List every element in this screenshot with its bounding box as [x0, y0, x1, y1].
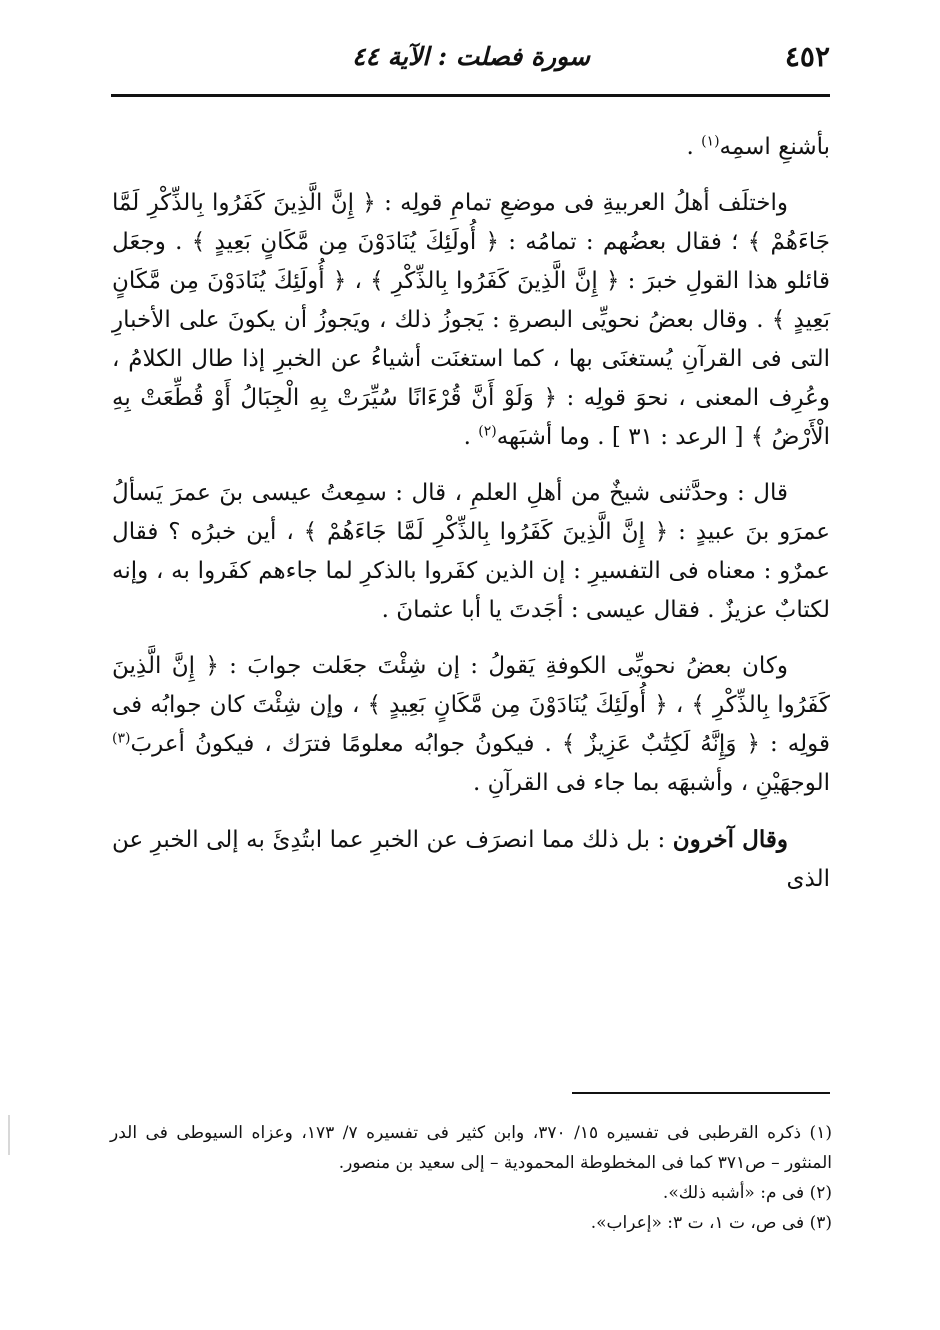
- page-number: ٤٥٢: [784, 40, 830, 73]
- paragraph-1-end: .: [686, 134, 702, 160]
- header-rule: [111, 94, 830, 97]
- footnotes: [110, 1118, 832, 1238]
- footnote-ref-3: (٣): [112, 730, 131, 747]
- footnote-1: (١) ذكره القرطبى فى تفسيره ١٥/ ٣٧٠، وابن كثير فى تفسيره ٧/ ١٧٣، وعزاه السيوطى فى الدر المنثور – ص٣٧١ كما فى المخطوطة المحمودية – إلى سعيد بن منصور.: [110, 1123, 832, 1173]
- paragraph-2-text: واختلَف أهلُ العربيةِ فى موضعِ تمامِ قولِه : ﴿ إِنَّ الَّذِينَ كَفَرُوا بِالذِّكْرِ لَمَّا جَاءَهُمْ ﴾ ؛ فقال بعضُهم : تمامُه : ﴿ أُولَئِكَ يُنَادَوْنَ مِن مَّكَانٍ بَعِيدٍ ﴾ . وجعَل قائلو هذا القولِ خبرَ : ﴿ إِنَّ الَّذِينَ كَفَرُوا بِالذِّكْرِ ﴾ ، ﴿ أُولَئِكَ يُنَادَوْنَ مِن مَّكَانٍ بَعِيدٍ ﴾ . وقال بعضُ نحويِّى البصرةِ : يَجوزُ ذلك ، ويَجوزُ أن يكونَ على الأخبارِ التى فى القرآنِ يُستغنَى بها ، كما استغنَت أشياءُ عن الخبرِ إذا طال الكلامُ ، وعُرِف المعنى ، نحوَ قولِه : ﴿ وَلَوْ أَنَّ قُرْءَانًا سُيِّرَتْ بِهِ الْجِبَالُ أَوْ قُطِّعَتْ بِهِ الْأَرْضُ ﴾ [ الرعد : ٣١ ] . وما أشبَهه: [112, 190, 830, 450]
- footnote-ref-2: (٢): [478, 423, 497, 440]
- paragraph-3-text: قال : وحدَّثنى شيخٌ من أهلِ العلمِ ، قال : سمِعتُ عيسى بنَ عمرَ يَسألُ عمرَو بنَ عبيدٍ : ﴿ إِنَّ الَّذِينَ كَفَرُوا بِالذِّكْرِ لَمَّا جَاءَهُمْ ﴾ ، أين خبرُه ؟ فقال عمرٌو : معناه فى التفسيرِ : إن الذين كفَروا بالذكرِ لما جاءهم كفَروا به ، وإنه لكتابٌ عزيزٌ . فقال عيسى : أجَدتَ يا أبا عثمانَ .: [112, 480, 830, 623]
- paragraph-2-end: .: [463, 424, 479, 450]
- running-title: سورة فصلت : الآية ٤٤: [352, 42, 590, 71]
- paragraph-1-text: بأشنعِ اسمِه: [719, 134, 830, 160]
- footnote-3: (٣) فى ص، ت ١، ت ٣: «إعراب».: [590, 1213, 832, 1233]
- paragraph-5-text: : بل ذلك مما انصرَف عن الخبرِ عما ابتُدِئَ به إلى الخبرِ عن الذى: [112, 827, 830, 892]
- scan-margin-mark: [8, 1115, 10, 1155]
- paragraph-5-lead: وقال آخرون: [672, 826, 788, 853]
- main-text: [112, 128, 830, 916]
- footnote-rule: [572, 1092, 830, 1094]
- paragraph-1: [112, 128, 830, 167]
- footnote-ref-1: (١): [701, 133, 720, 150]
- footnote-2: (٢) فى م: «أشبه ذلك».: [662, 1183, 832, 1203]
- paragraph-2: [112, 184, 830, 457]
- paragraph-4: [112, 647, 830, 803]
- paragraph-4-text: وكان بعضُ نحويِّى الكوفةِ يَقولُ : إن شِئْتَ جعَلت جوابَ : ﴿ إِنَّ الَّذِينَ كَفَرُوا بِالذِّكْرِ ﴾ ، ﴿ أُولَئِكَ يُنَادَوْنَ مِن مَّكَانٍ بَعِيدٍ ﴾ ، وإن شِئْتَ كان جوابُه فى قولِه : ﴿ وَإِنَّهُ لَكِتَٰبٌ عَزِيزٌ ﴾ . فيكونُ جوابُه معلومًا فترَك ، فيكونُ أعربَ: [112, 653, 830, 757]
- page-header: [112, 40, 830, 80]
- paragraph-4-end: الوجهَيْنِ ، وأشبهَه بما جاء فى القرآنِ .: [472, 770, 830, 796]
- paragraph-3: [112, 474, 830, 630]
- paragraph-5: [112, 820, 830, 899]
